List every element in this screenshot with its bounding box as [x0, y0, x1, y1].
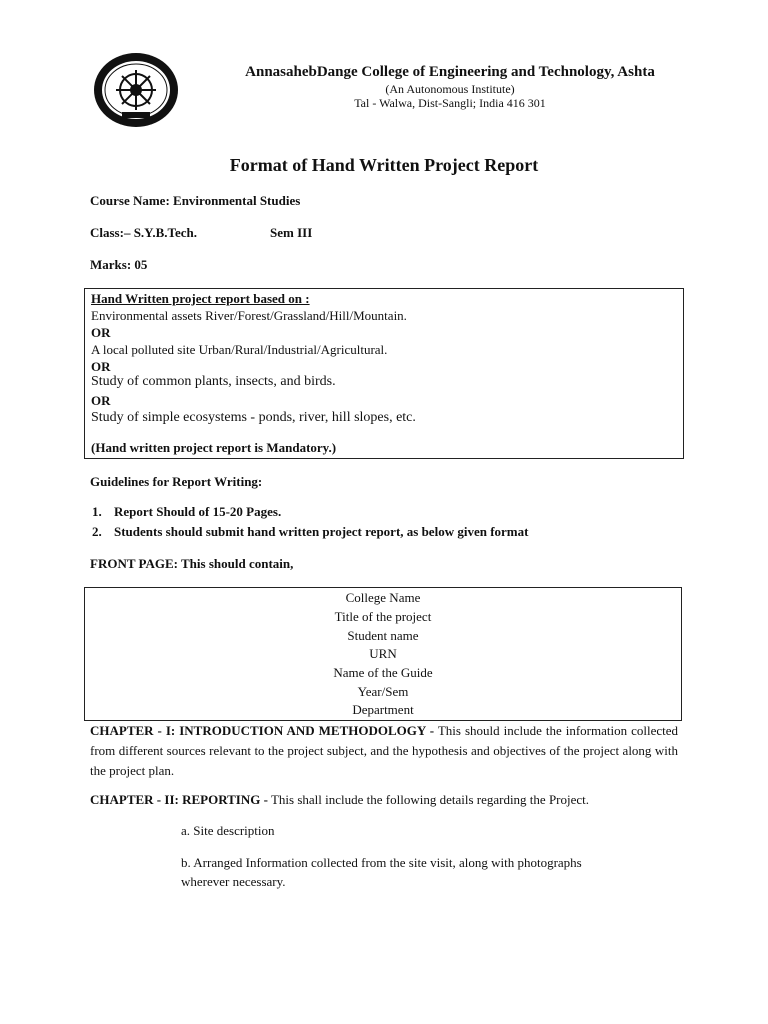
or-separator: OR — [91, 359, 111, 374]
chapter-2-paragraph — [90, 790, 678, 810]
topics-box — [84, 288, 684, 459]
list-number: 2. — [92, 524, 102, 539]
semester-label: Sem III — [270, 225, 313, 240]
college-seal-logo — [92, 50, 180, 130]
or-separator: OR — [91, 393, 111, 408]
list-item-text: Students should submit hand written project report, as below given format — [114, 524, 529, 539]
chapter-1-text: This should include the information collected from different sources relevant to the project subject, and the hypothesis and objectives of the project along with the project plan. — [90, 723, 678, 778]
front-page-line: Name of the Guide — [333, 665, 433, 680]
front-page-heading: FRONT PAGE: This should contain, — [90, 556, 294, 571]
college-address: Tal - Walwa, Dist-Sangli; India 416 301 — [354, 96, 546, 110]
topic-item: Environmental assets River/Forest/Grassland/Hill/Mountain. — [91, 308, 407, 323]
guidelines-heading: Guidelines for Report Writing: — [90, 474, 263, 489]
front-page-line: Title of the project — [334, 609, 432, 624]
front-page-line: URN — [369, 646, 397, 661]
college-name: AnnasahebDange College of Engineering and Technology, Ashta — [245, 64, 655, 80]
topic-item: Study of simple ecosystems - ponds, river, hill slopes, etc. — [91, 410, 416, 425]
topic-item: A local polluted site Urban/Rural/Industrial/Agricultural. — [91, 342, 388, 357]
institute-type: (An Autonomous Institute) — [385, 82, 515, 96]
front-page-line: College Name — [345, 590, 421, 605]
chapter-1-label: CHAPTER - I: INTRODUCTION AND METHODOLOGY - — [90, 723, 435, 738]
front-page-box — [84, 587, 682, 721]
list-number: 1. — [92, 504, 102, 519]
arranged-info-item: b. Arranged Information collected from the site visit, along with photographs — [181, 855, 582, 870]
topic-item: Study of common plants, insects, and birds. — [91, 374, 336, 389]
list-item-text: Report Should of 15-20 Pages. — [114, 504, 282, 519]
front-page-line: Student name — [347, 628, 419, 643]
chapter-2-text: This shall include the following details regarding the Project. — [267, 792, 590, 807]
front-page-line: Year/Sem — [357, 684, 409, 699]
site-description-item: a. Site description — [181, 823, 275, 838]
chapter-2-label: CHAPTER - II: REPORTING - — [90, 792, 268, 807]
arranged-info-item-cont: wherever necessary. — [181, 874, 286, 889]
mandatory-note: (Hand written project report is Mandatory.) — [91, 440, 337, 455]
front-page-line: Department — [352, 702, 414, 717]
list-item — [92, 523, 529, 543]
page-title: Format of Hand Written Project Report — [229, 155, 539, 175]
chapter-1-paragraph — [90, 721, 678, 781]
class-label: Class:– S.Y.B.Tech. — [90, 225, 198, 240]
guidelines-list — [90, 503, 528, 543]
topics-heading: Hand Written project report based on : — [91, 291, 310, 306]
marks-label: Marks: 05 — [90, 257, 148, 272]
or-separator: OR — [91, 325, 111, 340]
list-item — [92, 503, 528, 523]
course-name: Course Name: Environmental Studies — [90, 193, 301, 208]
